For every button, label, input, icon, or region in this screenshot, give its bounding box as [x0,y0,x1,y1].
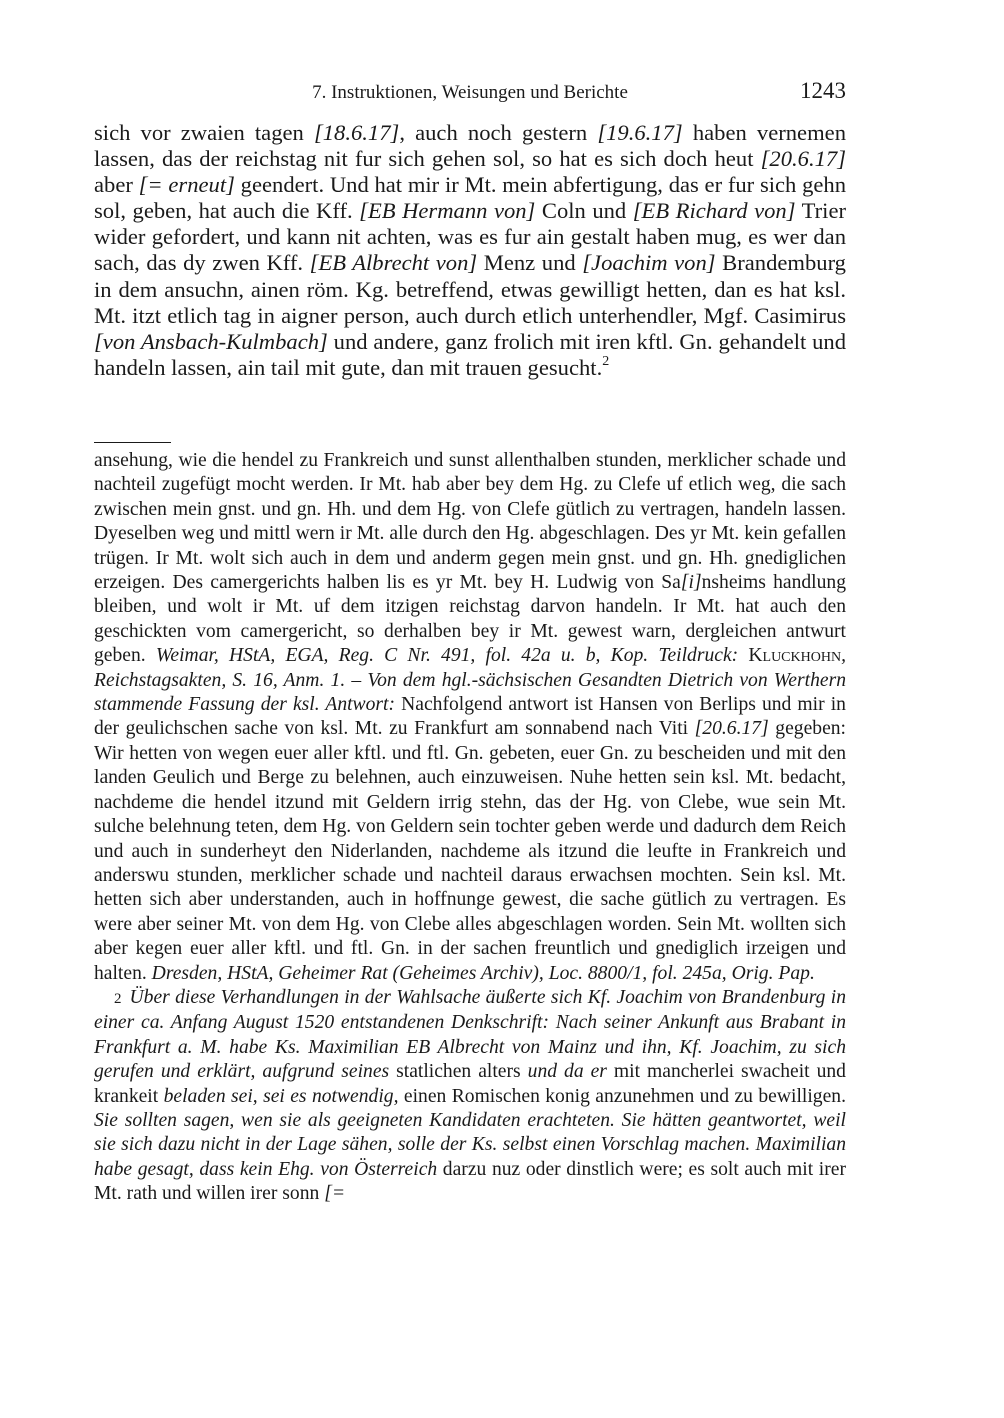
text-run: Trier wider gefordert, und kann nit achten, was es fur ain gestalt haben mug, es wer dan sach, das dy zwen Kff. [94,198,846,276]
footnote-continuation [94,449,846,986]
editorial-note: [i] [680,572,702,594]
text-run: statlichen alters [389,1061,528,1083]
text-run: Nachfolgend antwort ist Hansen von Berlips und mir in der geulichschen sache von ksl. Mt. zu Frankfurt am sonnabend nach Viti [94,694,846,740]
text-run: Menz und [477,250,583,276]
text-run: einen Romischen konig anzunehmen und zu bewilligen. [398,1085,846,1107]
text-run: nsheims handlung bleiben, und wolt ir Mt. uf dem itzigen reichstag darvon handeln. Ir Mt. hat auch den geschickten vom camergericht, so derhalben bey ir Mt. gewest warn, dergleichen antwurt geben. [94,572,847,667]
source-citation: , Reichstagsakten, S. 16, Anm. 1. – Von dem hgl.-sächsischen Gesandten Dietrich von Werthern stammende Fassung der ksl. Antwort: [94,645,846,716]
text-run: darzu nuz oder dinstlich were; es solt auch mit irer Mt. rath und willen irer sonn [94,1158,846,1205]
editorial-note: [EB Hermann von] [359,198,536,224]
text-run: gegeben: Wir hetten von wegen euer aller kftl. und ftl. Gn. gebeten, euer Gn. zu bescheiden und mit den landen Geulich und Berge zu belehnen, auch einzuweisen. Nuhe hetten sein ksl. Mt. bedacht, nachdeme die hendel itzund mit Geldern irrig stehn, das der Hg. von Clebe, wue sein Mt. sulche belehnung teten, dem Hg. von Geldern sein tochter geben werde und dadurch dem Reich und auch in sunderheyt den Niderlanden, nachdeme als itzund die leufte in Frankreich und anderswu stunden, merklicher schade und nachteil daraus erwachsen mochten. Sein ksl. Mt. hetten sich aber understanden, auch in hoffnunge gewest, die sache gütlich zu vertragen. Es were aber seiner Mt. von dem Hg. von Clebe alles abgeschlagen worden. Sein Mt. wollten sich aber kegen euer aller kftl. und ftl. Gn. in der sachen freuntlich und gnediglich irzeigen und halten. [94,718,847,984]
editorial-note: [EB Richard von] [632,198,796,224]
text-run: sich vor zwaien tagen [94,120,314,145]
running-title: 7. Instruktionen, Weisungen und Berichte [312,82,628,103]
text-run: Brandemburg in dem ansuchn, ainen röm. Kg. betreffend, etwas gewilligt hetten, dan es hat ksl. Mt. itzt etlich tag in aigner person, auch durch etlich unterhendler, Mgf. Casimirus [94,250,846,328]
footnote-2 [94,986,846,1207]
editorial-note: [Joachim von] [582,250,716,276]
footnote-rule [94,442,171,443]
main-paragraph [94,120,846,381]
text-run: mit mancherlei swacheit und krankeit [94,1061,846,1107]
text-run: aber [94,172,139,198]
main-text [94,120,846,381]
page-number: 1243 [800,78,846,103]
author-name: Kluckhohn [748,645,842,667]
footnote-marker: 2 [114,990,122,1007]
text-run: haben vernemen lassen, das der reichstag nit fur sich gehen sol, so hat es sich doch heut [94,120,846,172]
editorial-commentary: beladen sei, sei es notwendig, [163,1085,399,1107]
editorial-note: [= erneut] [138,172,235,198]
editorial-note: [EB Albrecht von] [309,250,478,276]
editorial-note: [= [324,1183,346,1205]
text-run: ansehung, wie die hendel zu Frankreich und sunst allenthalben stunden, merklicher schade und nachteil zugefügt mocht werden. Ir Mt. hab aber bey dem Hg. zu Clefe uf etlich weg, die sach zwischen mein gnst. und gn. Hh. und dem Hg. von Clefe gütlich zu vertragen, handeln lassen. Dyeselben weg und mittl wern ir Mt. alle durch den Hg. abgeschlagen. Des yr Mt. kein gefallen trügen. Ir Mt. wolt sich auch in dem und anderm gegen mein gnst. und gn. Hh. gnediglichen erzeigen. Des camergerichts halben lis es yr Mt. bey H. Ludwig von Sa [94,450,846,594]
text-run: und andere, ganz frolich mit iren kftl. Gn. gehandelt und handeln lassen, ain tail mit gute, dan mit trauen gesucht. [94,328,846,380]
editorial-date: [20.6.17] [760,146,846,172]
source-citation: Dresden, HStA, Geheimer Rat (Geheimes Archiv), Loc. 8800/1, fol. 245a, Orig. Pap. [151,962,815,984]
editorial-date: [20.6.17] [694,718,769,740]
footnotes [94,449,846,1207]
editorial-date: [18.6.17] [313,120,400,145]
text-run: , auch noch gestern [399,120,598,145]
editorial-note: [von Ansbach-Kulmbach] [94,328,328,354]
editorial-commentary: Über diese Verhandlungen in der Wahlsache äußerte sich Kf. Joachim von Brandenburg in einer ca. Anfang August 1520 entstandenen Denkschrift: Nach seiner Ankunft aus Brabant in Frankfurt a. M. habe Ks. Maximilian EB Albrecht von Mainz und ihn, Kf. Joachim, zu sich gerufen und erklärt, aufgrund seines [94,986,846,1083]
footnote-reference[interactable]: 2 [602,353,610,369]
source-citation: Weimar, HStA, EGA, Reg. C Nr. 491, fol. 42a u. b, Kop. Teildruck: [155,645,749,667]
text-run: Coln und [535,198,633,224]
editorial-date: [19.6.17] [597,120,683,145]
editorial-commentary: Sie sollten sagen, wen sie als geeigneten Kandidaten erachteten. Sie hätten geantwortet, weil sie sich dazu nicht in der Lage sähen, solle der Ks. selbst einen Vorschlag machen. Maximilian habe gesagt, dass kein Ehg. von Österreich [94,1109,846,1180]
editorial-commentary: und da er [527,1061,607,1083]
page-header [94,78,846,108]
text-run: geendert. Und hat mir ir Mt. mein abfertigung, das er fur sich gehn sol, geben, hat auch die Kff. [94,172,846,224]
